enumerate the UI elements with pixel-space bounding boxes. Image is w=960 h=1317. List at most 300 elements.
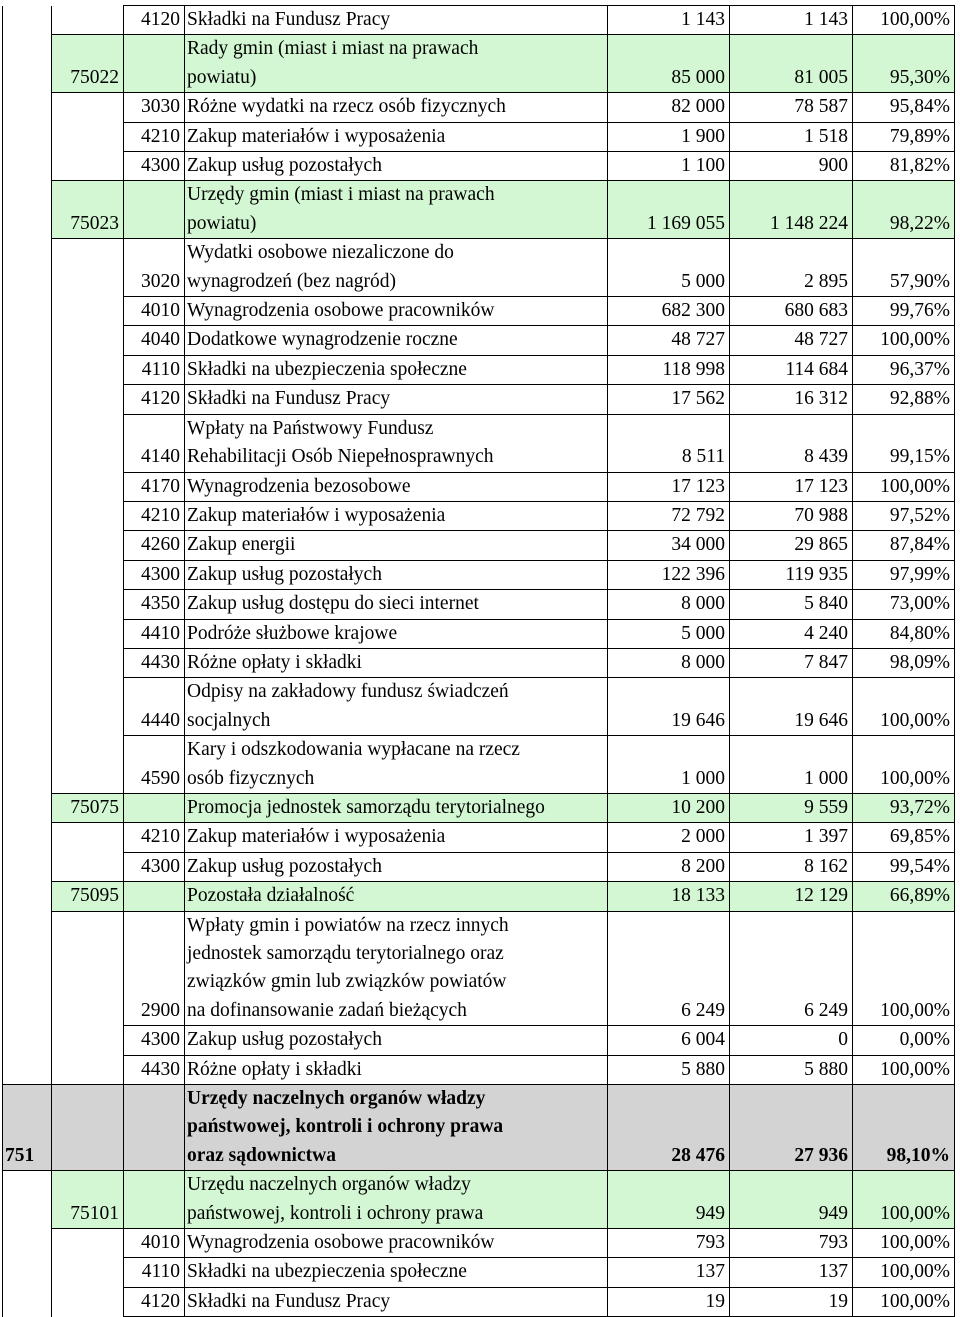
item-name-line: Rehabilitacji Osób Niepełnosprawnych <box>187 446 494 468</box>
item-name-line: Wpłaty na Państwowy Fundusz <box>187 417 434 439</box>
dzial-code-cell <box>3 414 52 472</box>
item-name-line: Odpisy na zakładowy fundusz świadczeń <box>187 681 509 703</box>
percent-cell: 99,54% <box>853 852 955 881</box>
executed-amount-cell: 5 840 <box>730 590 853 619</box>
item-name-cell <box>185 152 608 181</box>
table-row <box>3 152 955 181</box>
item-name-cell <box>185 560 608 589</box>
item-name-cell <box>185 414 608 472</box>
rozdzial-code-cell <box>52 560 124 589</box>
table-row <box>3 793 955 822</box>
item-name-cell <box>185 239 608 297</box>
item-name-cell <box>185 326 608 355</box>
table-row <box>3 911 955 1026</box>
plan-amount-cell: 793 <box>608 1229 730 1258</box>
rozdzial-code-cell <box>52 6 124 35</box>
paragraf-code-cell <box>124 1171 185 1229</box>
dzial-code-cell <box>3 648 52 677</box>
dzial-code-cell <box>3 152 52 181</box>
item-name-line: Zakup usług pozostałych <box>187 155 382 177</box>
paragraf-code-cell: 4110 <box>124 1258 185 1287</box>
executed-amount-cell: 9 559 <box>730 793 853 822</box>
paragraf-code-cell: 4590 <box>124 736 185 794</box>
paragraf-code-cell <box>124 793 185 822</box>
paragraf-code-cell: 4110 <box>124 355 185 384</box>
percent-cell: 100,00% <box>853 6 955 35</box>
dzial-code-cell <box>3 793 52 822</box>
paragraf-code-cell: 2900 <box>124 911 185 1026</box>
percent-cell: 99,76% <box>853 297 955 326</box>
rozdzial-code-cell <box>52 1258 124 1287</box>
plan-amount-cell: 82 000 <box>608 93 730 122</box>
dzial-code-cell <box>3 736 52 794</box>
rozdzial-code-cell: 75022 <box>52 35 124 93</box>
percent-cell: 57,90% <box>853 239 955 297</box>
table-row <box>3 501 955 530</box>
percent-cell: 98,22% <box>853 181 955 239</box>
percent-cell: 100,00% <box>853 736 955 794</box>
executed-amount-cell: 1 148 224 <box>730 181 853 239</box>
table-row <box>3 326 955 355</box>
dzial-code-cell <box>3 560 52 589</box>
table-row <box>3 1287 955 1316</box>
executed-amount-cell: 17 123 <box>730 472 853 501</box>
budget-expenditure-table <box>2 5 955 1317</box>
dzial-code-cell <box>3 823 52 852</box>
item-name-line: Składki na ubezpieczenia społeczne <box>187 358 467 380</box>
percent-cell: 100,00% <box>853 911 955 1026</box>
executed-amount-cell: 78 587 <box>730 93 853 122</box>
percent-cell: 100,00% <box>853 678 955 736</box>
rozdzial-code-cell <box>52 414 124 472</box>
dzial-code-cell: 751 <box>3 1085 52 1171</box>
executed-amount-cell: 1 397 <box>730 823 853 852</box>
item-name-cell <box>185 501 608 530</box>
table-row <box>3 1171 955 1229</box>
paragraf-code-cell: 3020 <box>124 239 185 297</box>
percent-cell: 95,84% <box>853 93 955 122</box>
plan-amount-cell: 5 000 <box>608 619 730 648</box>
item-name-line: powiatu) <box>187 212 257 234</box>
item-name-cell <box>185 736 608 794</box>
plan-amount-cell: 10 200 <box>608 793 730 822</box>
paragraf-code-cell: 4040 <box>124 326 185 355</box>
dzial-code-cell <box>3 590 52 619</box>
rozdzial-code-cell <box>52 823 124 852</box>
rozdzial-code-cell <box>52 355 124 384</box>
dzial-code-cell <box>3 1055 52 1084</box>
item-name-line: na dofinansowanie zadań bieżących <box>187 999 467 1021</box>
table-row <box>3 355 955 384</box>
item-name-line: oraz sądownictwa <box>187 1144 336 1166</box>
item-name-line: Składki na ubezpieczenia społeczne <box>187 1261 467 1283</box>
item-name-line: państwowej, kontroli i ochrony prawa <box>187 1202 484 1224</box>
rozdzial-code-cell <box>52 152 124 181</box>
item-name-line: Zakup usług pozostałych <box>187 563 382 585</box>
executed-amount-cell: 8 162 <box>730 852 853 881</box>
paragraf-code-cell: 4300 <box>124 152 185 181</box>
percent-cell: 0,00% <box>853 1026 955 1055</box>
item-name-cell <box>185 823 608 852</box>
paragraf-code-cell: 4410 <box>124 619 185 648</box>
rozdzial-code-cell <box>52 1287 124 1316</box>
paragraf-code-cell: 4170 <box>124 472 185 501</box>
dzial-code-cell <box>3 619 52 648</box>
executed-amount-cell: 0 <box>730 1026 853 1055</box>
dzial-code-cell <box>3 355 52 384</box>
item-name-line: Urzędu naczelnych organów władzy <box>187 1174 471 1196</box>
item-name-cell <box>185 619 608 648</box>
item-name-cell <box>185 1171 608 1229</box>
rozdzial-code-cell <box>52 1229 124 1258</box>
executed-amount-cell: 1 143 <box>730 6 853 35</box>
executed-amount-cell: 70 988 <box>730 501 853 530</box>
item-name-cell <box>185 1026 608 1055</box>
table-row <box>3 852 955 881</box>
item-name-line: Zakup materiałów i wyposażenia <box>187 826 446 848</box>
item-name-line: państwowej, kontroli i ochrony prawa <box>187 1116 504 1138</box>
executed-amount-cell: 27 936 <box>730 1085 853 1171</box>
plan-amount-cell: 8 000 <box>608 648 730 677</box>
item-name-line: Zakup usług dostępu do sieci internet <box>187 593 479 615</box>
percent-cell: 100,00% <box>853 1287 955 1316</box>
rozdzial-code-cell <box>52 122 124 151</box>
item-name-line: Zakup usług pozostałych <box>187 1029 382 1051</box>
table-row <box>3 1026 955 1055</box>
table-row <box>3 385 955 414</box>
item-name-cell <box>185 385 608 414</box>
paragraf-code-cell: 4120 <box>124 385 185 414</box>
plan-amount-cell: 6 249 <box>608 911 730 1026</box>
rozdzial-code-cell: 75095 <box>52 882 124 911</box>
item-name-cell <box>185 590 608 619</box>
item-name-cell <box>185 297 608 326</box>
table-row <box>3 823 955 852</box>
plan-amount-cell: 5 000 <box>608 239 730 297</box>
rozdzial-code-cell <box>52 531 124 560</box>
dzial-code-cell <box>3 472 52 501</box>
paragraf-code-cell: 4140 <box>124 414 185 472</box>
percent-cell: 81,82% <box>853 152 955 181</box>
item-name-line: Urzędy naczelnych organów władzy <box>187 1088 486 1110</box>
item-name-line: Zakup usług pozostałych <box>187 855 382 877</box>
plan-amount-cell: 8 000 <box>608 590 730 619</box>
paragraf-code-cell: 4350 <box>124 590 185 619</box>
item-name-cell <box>185 1287 608 1316</box>
dzial-code-cell <box>3 385 52 414</box>
executed-amount-cell: 119 935 <box>730 560 853 589</box>
rozdzial-code-cell <box>52 93 124 122</box>
paragraf-code-cell <box>124 181 185 239</box>
table-body <box>3 6 955 1317</box>
paragraf-code-cell: 4010 <box>124 1229 185 1258</box>
executed-amount-cell: 29 865 <box>730 531 853 560</box>
executed-amount-cell: 114 684 <box>730 355 853 384</box>
item-name-line: wynagrodzeń (bez nagród) <box>187 270 396 292</box>
rozdzial-code-cell: 75075 <box>52 793 124 822</box>
item-name-cell <box>185 181 608 239</box>
rozdzial-code-cell <box>52 326 124 355</box>
item-name-cell <box>185 93 608 122</box>
item-name-line: Składki na Fundusz Pracy <box>187 1290 391 1312</box>
dzial-code-cell <box>3 882 52 911</box>
item-name-line: Rady gmin (miast i miast na prawach <box>187 38 479 60</box>
paragraf-code-cell: 4210 <box>124 122 185 151</box>
plan-amount-cell: 48 727 <box>608 326 730 355</box>
executed-amount-cell: 7 847 <box>730 648 853 677</box>
executed-amount-cell: 16 312 <box>730 385 853 414</box>
rozdzial-code-cell <box>52 1055 124 1084</box>
item-name-line: Składki na Fundusz Pracy <box>187 9 391 30</box>
plan-amount-cell: 122 396 <box>608 560 730 589</box>
item-name-cell <box>185 648 608 677</box>
dzial-code-cell <box>3 122 52 151</box>
item-name-line: Pozostała działalność <box>187 885 355 907</box>
executed-amount-cell: 19 646 <box>730 678 853 736</box>
dzial-code-cell <box>3 35 52 93</box>
plan-amount-cell: 137 <box>608 1258 730 1287</box>
item-name-line: Składki na Fundusz Pracy <box>187 388 391 410</box>
dzial-code-cell <box>3 678 52 736</box>
paragraf-code-cell: 4260 <box>124 531 185 560</box>
plan-amount-cell: 5 880 <box>608 1055 730 1084</box>
plan-amount-cell: 19 646 <box>608 678 730 736</box>
rozdzial-code-cell <box>52 911 124 1026</box>
percent-cell: 100,00% <box>853 1171 955 1229</box>
item-name-line: Wynagrodzenia osobowe pracowników <box>187 1232 495 1254</box>
item-name-cell <box>185 1055 608 1084</box>
percent-cell: 95,30% <box>853 35 955 93</box>
dzial-code-cell <box>3 1258 52 1287</box>
item-name-line: Urzędy gmin (miast i miast na prawach <box>187 184 495 206</box>
item-name-line: jednostek samorządu terytorialnego oraz <box>187 943 504 964</box>
percent-cell: 100,00% <box>853 1055 955 1084</box>
paragraf-code-cell <box>124 35 185 93</box>
percent-cell: 96,37% <box>853 355 955 384</box>
table-row <box>3 1258 955 1287</box>
executed-amount-cell: 1 000 <box>730 736 853 794</box>
table-row <box>3 414 955 472</box>
rozdzial-code-cell <box>52 385 124 414</box>
rozdzial-code-cell <box>52 852 124 881</box>
percent-cell: 98,10% <box>853 1085 955 1171</box>
percent-cell: 84,80% <box>853 619 955 648</box>
table-row <box>3 1085 955 1171</box>
dzial-code-cell <box>3 911 52 1026</box>
table-row <box>3 1055 955 1084</box>
percent-cell: 100,00% <box>853 1229 955 1258</box>
table-row <box>3 181 955 239</box>
rozdzial-code-cell <box>52 619 124 648</box>
plan-amount-cell: 72 792 <box>608 501 730 530</box>
plan-amount-cell: 1 900 <box>608 122 730 151</box>
rozdzial-code-cell <box>52 501 124 530</box>
table-row <box>3 122 955 151</box>
rozdzial-code-cell <box>52 678 124 736</box>
paragraf-code-cell: 4120 <box>124 1287 185 1316</box>
rozdzial-code-cell <box>52 239 124 297</box>
executed-amount-cell: 6 249 <box>730 911 853 1026</box>
item-name-line: powiatu) <box>187 66 257 88</box>
item-name-cell <box>185 882 608 911</box>
table-row <box>3 560 955 589</box>
rozdzial-code-cell: 75023 <box>52 181 124 239</box>
plan-amount-cell: 8 200 <box>608 852 730 881</box>
item-name-line: socjalnych <box>187 709 271 731</box>
item-name-cell <box>185 1085 608 1171</box>
percent-cell: 73,00% <box>853 590 955 619</box>
paragraf-code-cell: 4430 <box>124 1055 185 1084</box>
rozdzial-code-cell <box>52 472 124 501</box>
plan-amount-cell: 34 000 <box>608 531 730 560</box>
percent-cell: 99,15% <box>853 414 955 472</box>
dzial-code-cell <box>3 852 52 881</box>
paragraf-code-cell: 3030 <box>124 93 185 122</box>
dzial-code-cell <box>3 1171 52 1229</box>
paragraf-code-cell: 4300 <box>124 1026 185 1055</box>
rozdzial-code-cell: 75101 <box>52 1171 124 1229</box>
paragraf-code-cell: 4430 <box>124 648 185 677</box>
paragraf-code-cell: 4300 <box>124 560 185 589</box>
table-row <box>3 93 955 122</box>
item-name-line: Różne wydatki na rzecz osób fizycznych <box>187 96 506 118</box>
item-name-cell <box>185 472 608 501</box>
dzial-code-cell <box>3 326 52 355</box>
dzial-code-cell <box>3 501 52 530</box>
item-name-line: Wydatki osobowe niezaliczone do <box>187 242 454 264</box>
item-name-cell <box>185 852 608 881</box>
table-row <box>3 882 955 911</box>
dzial-code-cell <box>3 93 52 122</box>
paragraf-code-cell: 4010 <box>124 297 185 326</box>
executed-amount-cell: 12 129 <box>730 882 853 911</box>
percent-cell: 100,00% <box>853 1258 955 1287</box>
paragraf-code-cell <box>124 882 185 911</box>
plan-amount-cell: 85 000 <box>608 35 730 93</box>
percent-cell: 66,89% <box>853 882 955 911</box>
plan-amount-cell: 1 143 <box>608 6 730 35</box>
dzial-code-cell <box>3 1026 52 1055</box>
dzial-code-cell <box>3 1287 52 1316</box>
item-name-line: Kary i odszkodowania wypłacane na rzecz <box>187 739 520 761</box>
percent-cell: 100,00% <box>853 472 955 501</box>
percent-cell: 79,89% <box>853 122 955 151</box>
item-name-cell <box>185 793 608 822</box>
executed-amount-cell: 1 518 <box>730 122 853 151</box>
item-name-cell <box>185 678 608 736</box>
rozdzial-code-cell <box>52 590 124 619</box>
table-row <box>3 472 955 501</box>
rozdzial-code-cell <box>52 736 124 794</box>
plan-amount-cell: 6 004 <box>608 1026 730 1055</box>
paragraf-code-cell <box>124 1085 185 1171</box>
rozdzial-code-cell <box>52 297 124 326</box>
plan-amount-cell: 17 562 <box>608 385 730 414</box>
item-name-line: Zakup materiałów i wyposażenia <box>187 125 446 147</box>
percent-cell: 97,99% <box>853 560 955 589</box>
table-row <box>3 619 955 648</box>
plan-amount-cell: 118 998 <box>608 355 730 384</box>
item-name-line: Wynagrodzenia bezosobowe <box>187 475 411 497</box>
percent-cell: 93,72% <box>853 793 955 822</box>
rozdzial-code-cell <box>52 1085 124 1171</box>
executed-amount-cell: 949 <box>730 1171 853 1229</box>
executed-amount-cell: 793 <box>730 1229 853 1258</box>
executed-amount-cell: 2 895 <box>730 239 853 297</box>
table-row <box>3 239 955 297</box>
table-row <box>3 531 955 560</box>
rozdzial-code-cell <box>52 1026 124 1055</box>
item-name-line: Zakup materiałów i wyposażenia <box>187 504 446 526</box>
plan-amount-cell: 8 511 <box>608 414 730 472</box>
dzial-code-cell <box>3 297 52 326</box>
table-row <box>3 297 955 326</box>
percent-cell: 69,85% <box>853 823 955 852</box>
item-name-cell <box>185 531 608 560</box>
plan-amount-cell: 18 133 <box>608 882 730 911</box>
executed-amount-cell: 900 <box>730 152 853 181</box>
item-name-line: związków gmin lub związków powiatów <box>187 971 507 993</box>
plan-amount-cell: 17 123 <box>608 472 730 501</box>
item-name-line: Różne opłaty i składki <box>187 1058 362 1080</box>
paragraf-code-cell: 4300 <box>124 852 185 881</box>
table-row <box>3 736 955 794</box>
item-name-line: Dodatkowe wynagrodzenie roczne <box>187 329 458 351</box>
dzial-code-cell <box>3 181 52 239</box>
paragraf-code-cell: 4210 <box>124 823 185 852</box>
item-name-cell <box>185 122 608 151</box>
table-row <box>3 590 955 619</box>
item-name-line: Różne opłaty i składki <box>187 651 362 673</box>
item-name-cell <box>185 1258 608 1287</box>
executed-amount-cell: 680 683 <box>730 297 853 326</box>
paragraf-code-cell: 4440 <box>124 678 185 736</box>
dzial-code-cell <box>3 1229 52 1258</box>
dzial-code-cell <box>3 531 52 560</box>
item-name-line: osób fizycznych <box>187 767 315 789</box>
executed-amount-cell: 48 727 <box>730 326 853 355</box>
plan-amount-cell: 682 300 <box>608 297 730 326</box>
table-row <box>3 1229 955 1258</box>
item-name-cell <box>185 911 608 1026</box>
rozdzial-code-cell <box>52 648 124 677</box>
table-row <box>3 648 955 677</box>
plan-amount-cell: 1 000 <box>608 736 730 794</box>
executed-amount-cell: 19 <box>730 1287 853 1316</box>
item-name-cell <box>185 355 608 384</box>
percent-cell: 87,84% <box>853 531 955 560</box>
percent-cell: 97,52% <box>853 501 955 530</box>
item-name-cell <box>185 1229 608 1258</box>
item-name-cell <box>185 6 608 35</box>
plan-amount-cell: 1 100 <box>608 152 730 181</box>
percent-cell: 92,88% <box>853 385 955 414</box>
dzial-code-cell <box>3 239 52 297</box>
executed-amount-cell: 81 005 <box>730 35 853 93</box>
paragraf-code-cell: 4210 <box>124 501 185 530</box>
percent-cell: 100,00% <box>853 326 955 355</box>
plan-amount-cell: 28 476 <box>608 1085 730 1171</box>
dzial-code-cell <box>3 6 52 35</box>
item-name-line: Podróże służbowe krajowe <box>187 622 398 644</box>
executed-amount-cell: 8 439 <box>730 414 853 472</box>
plan-amount-cell: 949 <box>608 1171 730 1229</box>
executed-amount-cell: 5 880 <box>730 1055 853 1084</box>
plan-amount-cell: 2 000 <box>608 823 730 852</box>
executed-amount-cell: 137 <box>730 1258 853 1287</box>
item-name-line: Wpłaty gmin i powiatów na rzecz innych <box>187 914 509 936</box>
plan-amount-cell: 19 <box>608 1287 730 1316</box>
